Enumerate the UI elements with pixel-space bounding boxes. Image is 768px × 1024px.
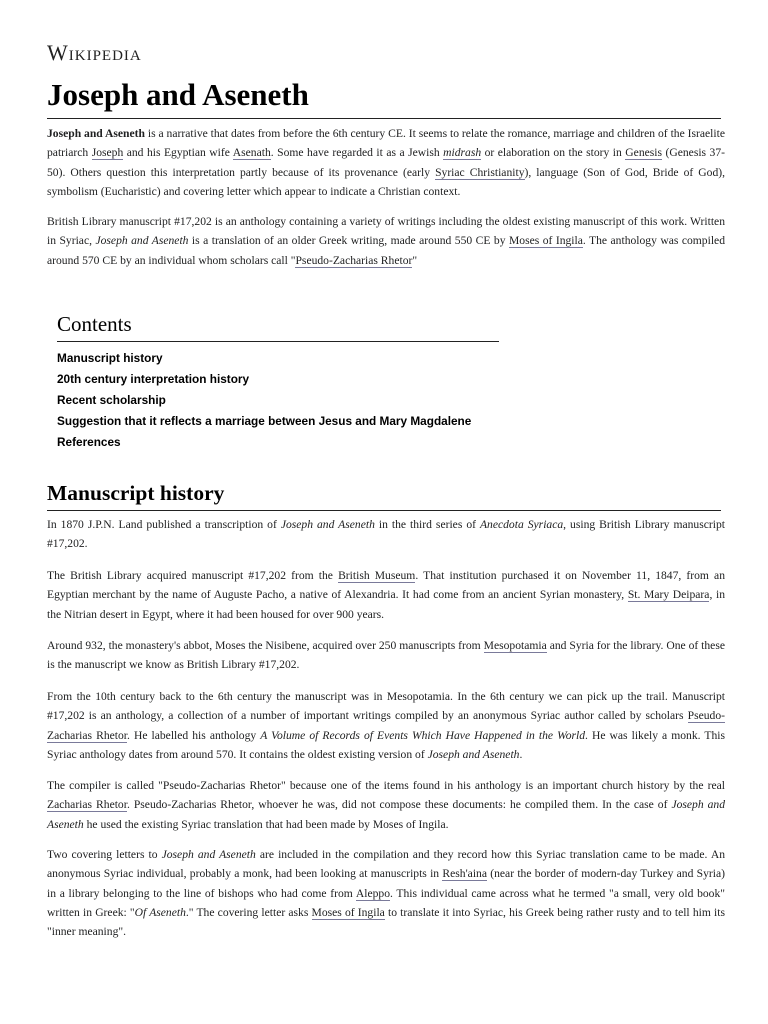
text-run: and Syria for the library. One of these is the manuscript we know as British Library #17,202.: [47, 639, 725, 672]
italic-title: Joseph and Aseneth: [161, 848, 256, 861]
link-reshaina[interactable]: Resh'aina: [442, 867, 487, 881]
italic-title: Joseph and Aseneth: [427, 747, 520, 761]
text-run: . That institution purchased it on November 11, 1847, from an Egyptian merchant by the name of Auguste Pacho, a native of Alexandria. It had come from an ancient Syrian monastery,: [47, 569, 725, 602]
toc-list: [57, 348, 499, 453]
link-zacharias-rhetor[interactable]: Zacharias Rhetor: [47, 798, 127, 812]
text-run: British Library manuscript #17,202 is an anthology containing a variety of writings including the oldest existing manuscript of this work. Written in Syriac,: [47, 215, 725, 248]
link-st-mary-deipara[interactable]: St. Mary Deipara: [627, 588, 710, 602]
manuscript-paragraph-3: [47, 636, 725, 675]
italic-title: A Volume of Records of Events Which Have Happened in the World: [260, 728, 586, 742]
link-syriac-christianity[interactable]: Syriac Christianity: [435, 165, 525, 179]
page-title: Joseph and Aseneth: [47, 76, 721, 119]
text-run: is a narrative that dates from before the 6th century CE. It seems to relate the romance, marriage and children of the Israelite patriarch: [47, 127, 725, 160]
text-run: he used the existing Syriac translation that had been made by Moses of Ingila.: [83, 817, 449, 831]
text-run: . The anthology was compiled around 570 CE by an individual whom scholars call ": [47, 234, 725, 267]
italic-title: Joseph and Aseneth: [280, 518, 375, 531]
text-run: is a translation of an older Greek writing, made around 550 CE by: [188, 234, 509, 248]
intro-paragraph-2: [47, 212, 725, 270]
toc-item-recent-scholarship[interactable]: Recent scholarship: [57, 393, 166, 407]
link-aleppo[interactable]: Aleppo: [355, 886, 390, 900]
logo-text: Wikipedia: [47, 40, 142, 65]
text-run: to translate it into Syriac, his Greek being rather rusty and to tell him its "inner meaning".: [47, 905, 725, 939]
text-run: , using British Library manuscript #17,202.: [47, 518, 725, 551]
text-run: Two covering letters to: [47, 848, 162, 861]
manuscript-paragraph-6: [47, 845, 725, 941]
italic-title: Joseph and Aseneth: [95, 234, 189, 248]
toc-item-20th-century-interpretation[interactable]: 20th century interpretation history: [57, 372, 250, 386]
text-run: From the 10th century back to the 6th century the manuscript was in Mesopotamia. In the 6th century we can pick up the trail. Manuscript #17,202 is an anthology, a collection of a number of important writings compiled by an anonymous Syriac author called by scholars: [47, 690, 725, 723]
manuscript-paragraph-5: [47, 776, 725, 834]
text-run: In 1870 J.P.N. Land published a transcription of: [47, 518, 281, 531]
text-run: ), language (Son of God, Bride of God), symbolism (Eucharistic) and covering letter which appear to indicate a Christian context.: [47, 165, 725, 198]
text-run: . He labelled his anthology: [127, 728, 261, 742]
text-run: and his Egyptian wife: [123, 146, 233, 160]
text-run: ": [412, 253, 418, 267]
text-run: (near the border of modern-day Turkey and Syria) in a library belonging to the line of bishops who had come from: [47, 867, 725, 900]
toc-item-manuscript-history[interactable]: Manuscript history: [57, 351, 163, 365]
text-run: or elaboration on the story in: [481, 146, 626, 160]
toc-item-jesus-mary-magdalene[interactable]: Suggestion that it reflects a marriage between Jesus and Mary Magdalene: [57, 414, 472, 428]
link-moses-of-ingila-2[interactable]: Moses of Ingila: [311, 905, 385, 919]
text-run: , in the Nitrian desert in Egypt, where it had been housed for over 900 years.: [47, 588, 725, 621]
link-pseudo-zacharias-rhetor-2[interactable]: Pseudo-Zacharias Rhetor: [47, 709, 725, 742]
text-run: . Pseudo-Zacharias Rhetor, whoever he was, did not compose these documents: he compiled them. In the case of: [126, 798, 672, 812]
link-british-museum[interactable]: British Museum: [338, 569, 416, 582]
text-run: (Genesis 37-50). Others question this interpretation partly because of its provenance (early: [47, 146, 725, 179]
text-run: in the third series of: [374, 518, 480, 531]
link-pseudo-zacharias-rhetor[interactable]: Pseudo-Zacharias Rhetor: [295, 253, 413, 267]
link-mesopotamia[interactable]: Mesopotamia: [483, 639, 547, 652]
article-subject-bold: Joseph and Aseneth: [47, 127, 145, 140]
section-heading-manuscript-history: Manuscript history: [47, 479, 721, 511]
toc-item-references[interactable]: References: [57, 435, 121, 449]
link-asenath[interactable]: Asenath: [232, 146, 271, 160]
italic-title: Of Aseneth: [134, 905, 186, 919]
manuscript-paragraph-4: [47, 687, 725, 764]
text-run: are included in the compilation and they record how this Syriac translation came to be made. An anonymous Syriac individual, probably a monk, had been looking at manuscripts in: [47, 848, 725, 881]
text-run: . He was likely a monk. This Syriac anthology dates from around 570. It contains the oldest existing version of: [47, 728, 725, 761]
text-run: .: [519, 747, 523, 761]
text-run: The compiler is called "Pseudo-Zacharias Rhetor" because one of the items found in his anthology is an important church history by the real: [47, 779, 725, 792]
intro-paragraph-1: [47, 124, 725, 201]
manuscript-paragraph-2: [47, 566, 725, 624]
text-run: ." The covering letter asks: [185, 905, 312, 919]
manuscript-paragraph-1: [47, 515, 725, 554]
italic-title: Joseph and Aseneth: [47, 798, 726, 831]
italic-title: Anecdota Syriaca: [479, 518, 564, 531]
contents-title: Contents: [57, 310, 499, 342]
table-of-contents: [57, 310, 499, 453]
link-moses-of-ingila[interactable]: Moses of Ingila: [508, 234, 583, 248]
wikipedia-logo[interactable]: [47, 40, 142, 66]
text-run: Around 932, the monastery's abbot, Moses the Nisibene, acquired over 250 manuscripts from: [47, 639, 484, 652]
text-run: . Some have regarded it as a Jewish: [270, 146, 444, 160]
link-joseph[interactable]: Joseph: [91, 146, 124, 160]
text-run: The British Library acquired manuscript #17,202 from the: [47, 569, 339, 582]
link-midrash[interactable]: midrash: [443, 146, 482, 160]
text-run: . This individual came across what he termed "a small, very old book" written in Greek: ": [47, 886, 725, 919]
link-genesis[interactable]: Genesis: [625, 146, 663, 160]
